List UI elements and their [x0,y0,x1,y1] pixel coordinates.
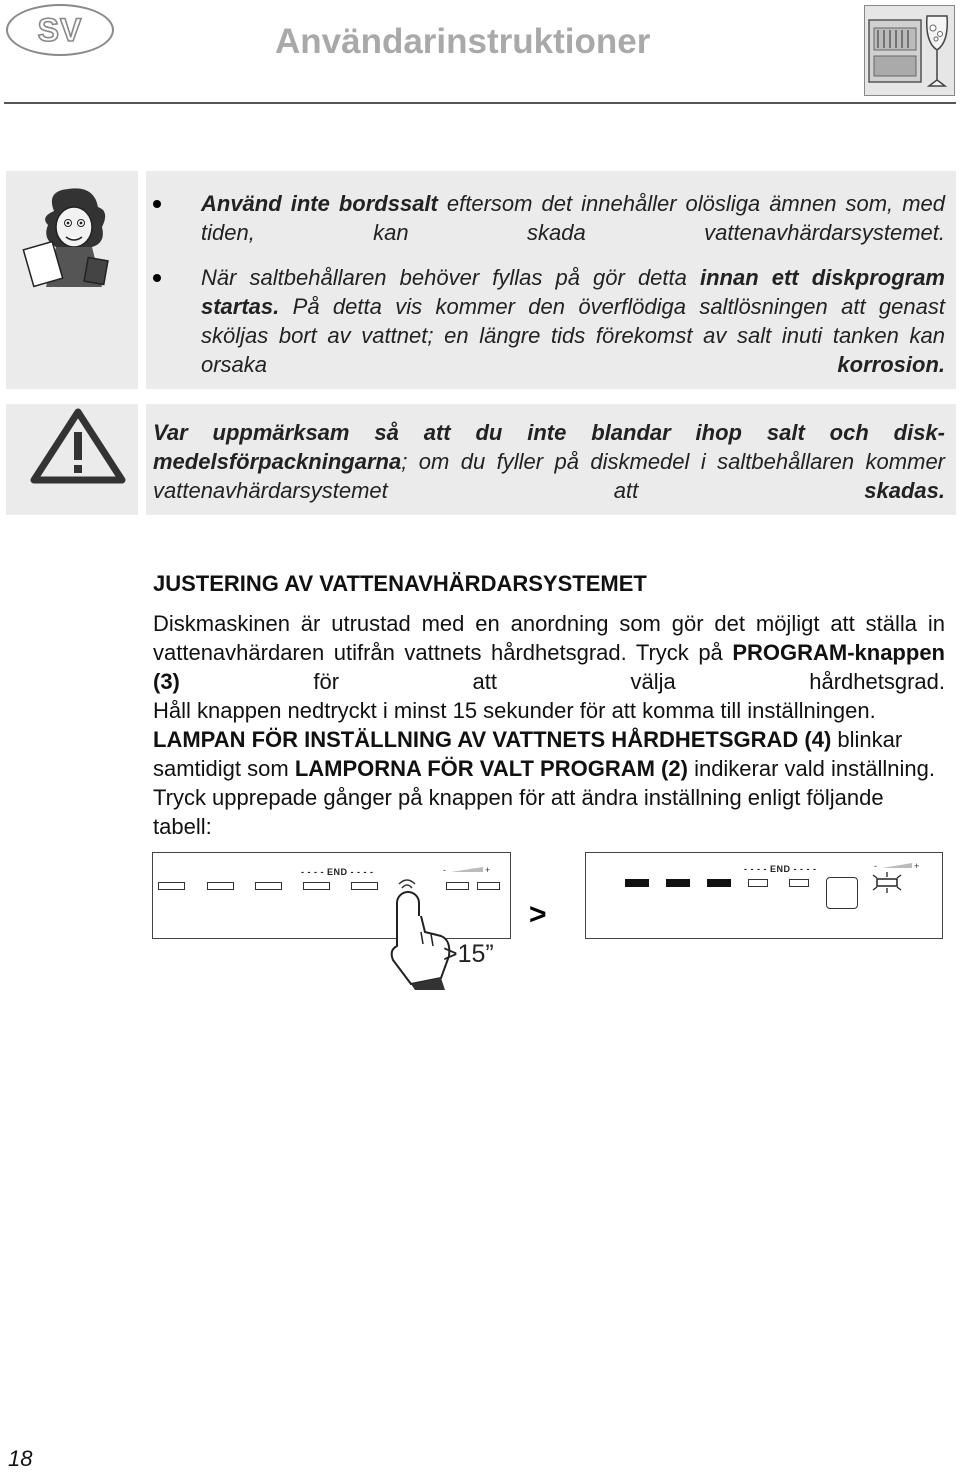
p2-program-lamps: LAMPORNA FÖR VALT PROGRAM (2) [294,756,688,781]
end-label: - - - - END - - - - [744,864,817,874]
bullet-dot [153,274,161,282]
hardness-scale-icon [443,863,503,875]
svg-text:-: - [443,865,446,875]
tip-bullet-2-bold2: korrosion. [837,352,945,377]
tip-bullet-2-part1: När saltbehållaren behöver fyllas på gör detta [201,265,700,290]
program-lamp-on [625,879,649,887]
control-panel-after [585,852,943,939]
tip-bullet-1-bold: Använd inte bordssalt [201,191,438,216]
control-panel-before [152,852,511,939]
end-label-text: END [327,867,348,877]
p2-text-a: Håll knappen nedtryckt i minst 15 sekunder för att komma till inställningen. [153,698,876,723]
tip-bullet-2 [201,263,945,379]
tip-icon-panel [6,171,138,389]
woman-holding-box-icon [6,181,138,311]
page-title: Användarinstruktioner [275,22,651,61]
end-label: - - - - END - - - - [301,867,374,877]
bullet-dot [153,200,161,208]
p1-text-c: för att välja hårdhetsgrad. [179,669,945,694]
page-number: 18 [8,1446,33,1471]
svg-text:-: - [874,861,877,871]
p2-text-c: blinkar samtidigt som [153,727,903,781]
hand-pressing-button-icon [385,876,455,990]
p1-program-button: PROGRAM-knappen (3) [153,640,945,694]
header-divider [4,102,956,104]
tip-bullet-2-bold1: innan ett diskprogram startas. [201,265,945,319]
tip-bullet-2-part2: På detta vis kommer den överflödiga saltlösningen att genast sköljas bort av vattnet; en längre tids förekomst av salt inuti tanken kan orsaka [201,294,945,377]
program-lamp [303,882,330,890]
warning-bold-end: skadas. [864,478,945,503]
dishwasher-glass-icon [864,5,955,96]
section-paragraph-1 [153,609,945,696]
warning-icon-panel [6,404,138,515]
language-badge [6,4,114,56]
press-duration-label: >15” [443,940,494,968]
program-lamp-on [707,879,731,887]
language-code: SV [37,11,83,48]
section-paragraph-2 [153,696,945,841]
program-lamp [207,882,234,890]
warning-text [153,418,945,505]
end-label-text: END [770,864,791,874]
p2-text-e: indikerar vald inställning. Tryck upprepade gånger på knappen för att ändra inställning enligt följande tabell: [153,756,935,839]
program-button-icon [826,877,858,909]
program-lamp [789,879,809,887]
program-lamp [748,879,768,887]
tip-bullet-1-rest: eftersom det innehåller olösliga ämnen som, med tiden, kan skada vattenavhärdarsystemet. [201,191,945,245]
hardness-lamp [477,882,500,890]
section-heading: JUSTERING AV VATTENAVHÄRDARSYSTEMET [153,571,647,596]
p1-text-a: Diskmaskinen är utrustad med en anordning som gör det möjligt att ställa in vattenavhärdaren utifrån vattnets hårdhetsgrad. Tryck på [153,611,945,665]
svg-text:+: + [485,865,491,875]
blinking-lamp-icon [872,859,932,899]
warning-rest: ; om du fyller på diskmedel i saltbehållaren kommer vattenavhärdarsystemet att [153,449,945,503]
warning-bold: Var uppmärksam så att du inte blandar ihop salt och disk-medelsförpackningarna [153,420,945,474]
program-lamp [351,882,378,890]
program-lamp-on [666,879,690,887]
program-lamp [255,882,282,890]
p2-hardness-lamp: LAMPAN FÖR INSTÄLLNING AV VATTNETS HÅRDHETSGRAD (4) [153,727,832,752]
sequence-arrow: > [529,898,547,931]
warning-triangle-icon [28,406,128,486]
tip-bullet-1 [201,189,945,247]
program-lamp [158,882,185,890]
svg-text:+: + [914,861,920,871]
